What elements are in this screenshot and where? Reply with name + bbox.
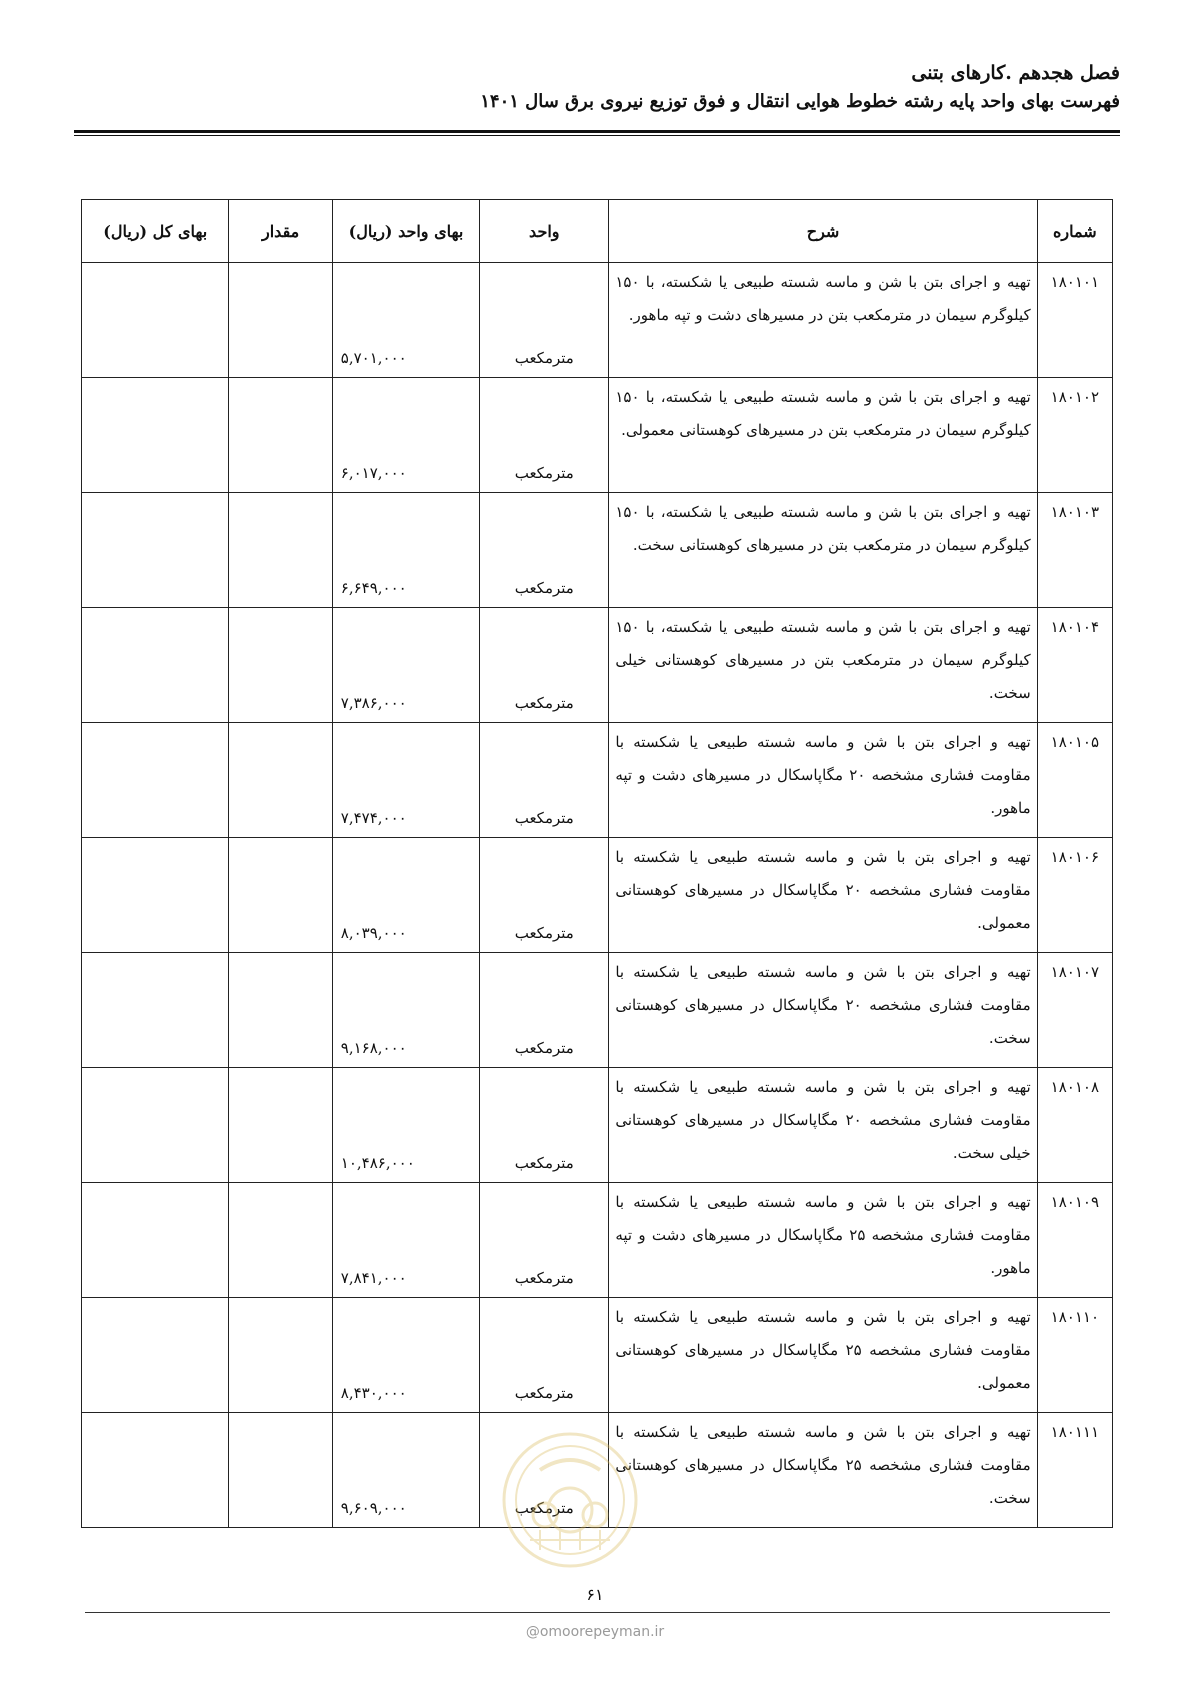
footer-rule xyxy=(85,1612,1110,1613)
item-code-cell: ۱۸۰۱۱۱ xyxy=(1037,1413,1112,1528)
item-code-cell: ۱۸۰۱۰۵ xyxy=(1037,723,1112,838)
item-total-price-cell xyxy=(82,493,229,608)
table-row xyxy=(82,953,1113,1068)
item-quantity-cell xyxy=(229,608,332,723)
table-header-row xyxy=(82,200,1113,263)
table-row xyxy=(82,378,1113,493)
item-code-cell: ۱۸۰۱۰۴ xyxy=(1037,608,1112,723)
item-quantity-cell xyxy=(229,1298,332,1413)
item-code-cell: ۱۸۰۱۰۶ xyxy=(1037,838,1112,953)
column-header-code: شماره xyxy=(1037,200,1112,263)
item-unit-price-cell: ۱۰,۴۸۶,۰۰۰ xyxy=(332,1068,479,1183)
item-unit-cell: مترمکعب xyxy=(480,378,609,493)
table-row xyxy=(82,1298,1113,1413)
column-header-description: شرح xyxy=(609,200,1037,263)
table-body xyxy=(82,263,1113,1528)
item-description-cell: تهیه و اجرای بتن با شن و ماسه شسته طبیعی یا شکسته با مقاومت فشاری مشخصه ۲۵ مگاپاسکال در مسیرهای کوهستانی سخت. xyxy=(609,1413,1037,1528)
item-unit-price-cell: ۸,۴۳۰,۰۰۰ xyxy=(332,1298,479,1413)
item-total-price-cell xyxy=(82,1413,229,1528)
table-row xyxy=(82,1183,1113,1298)
item-total-price-cell xyxy=(82,608,229,723)
site-watermark: @omoorepeyman.ir xyxy=(525,1624,665,1640)
item-quantity-cell xyxy=(229,493,332,608)
table-row xyxy=(82,1068,1113,1183)
item-description-cell: تهیه و اجرای بتن با شن و ماسه شسته طبیعی یا شکسته با مقاومت فشاری مشخصه ۲۰ مگاپاسکال در مسیرهای دشت و تپه ماهور. xyxy=(609,723,1037,838)
item-description-cell: تهیه و اجرای بتن با شن و ماسه شسته طبیعی یا شکسته با مقاومت فشاری مشخصه ۲۵ مگاپاسکال در مسیرهای دشت و تپه ماهور. xyxy=(609,1183,1037,1298)
item-description-cell: تهیه و اجرای بتن با شن و ماسه شسته طبیعی یا شکسته، با ۱۵۰ کیلوگرم سیمان در مترمکعب بتن در مسیرهای کوهستانی سخت. xyxy=(609,493,1037,608)
item-total-price-cell xyxy=(82,953,229,1068)
item-unit-price-cell: ۶,۰۱۷,۰۰۰ xyxy=(332,378,479,493)
header-rule-thin xyxy=(74,135,1120,136)
item-unit-price-cell: ۵,۷۰۱,۰۰۰ xyxy=(332,263,479,378)
item-unit-price-cell: ۶,۶۴۹,۰۰۰ xyxy=(332,493,479,608)
item-total-price-cell xyxy=(82,723,229,838)
item-unit-price-cell: ۷,۳۸۶,۰۰۰ xyxy=(332,608,479,723)
item-unit-price-cell: ۹,۶۰۹,۰۰۰ xyxy=(332,1413,479,1528)
table-row xyxy=(82,723,1113,838)
table-row xyxy=(82,1413,1113,1528)
item-unit-cell: مترمکعب xyxy=(480,263,609,378)
chapter-title: فصل هجدهم .کارهای بتنی xyxy=(911,62,1120,84)
column-header-total-price: بهای کل (ریال) xyxy=(82,200,229,263)
item-unit-price-cell: ۷,۸۴۱,۰۰۰ xyxy=(332,1183,479,1298)
item-description-cell: تهیه و اجرای بتن با شن و ماسه شسته طبیعی یا شکسته، با ۱۵۰ کیلوگرم سیمان در مترمکعب بتن در مسیرهای دشت و تپه ماهور. xyxy=(609,263,1037,378)
item-code-cell: ۱۸۰۱۰۲ xyxy=(1037,378,1112,493)
table-row xyxy=(82,493,1113,608)
item-total-price-cell xyxy=(82,1183,229,1298)
item-code-cell: ۱۸۰۱۰۸ xyxy=(1037,1068,1112,1183)
item-unit-cell: مترمکعب xyxy=(480,1298,609,1413)
header-rule-thick xyxy=(74,130,1120,133)
item-quantity-cell xyxy=(229,378,332,493)
item-description-cell: تهیه و اجرای بتن با شن و ماسه شسته طبیعی یا شکسته با مقاومت فشاری مشخصه ۲۵ مگاپاسکال در مسیرهای کوهستانی معمولی. xyxy=(609,1298,1037,1413)
item-total-price-cell xyxy=(82,838,229,953)
item-code-cell: ۱۸۰۱۰۷ xyxy=(1037,953,1112,1068)
item-quantity-cell xyxy=(229,1413,332,1528)
column-header-unit: واحد xyxy=(480,200,609,263)
item-code-cell: ۱۸۰۱۰۹ xyxy=(1037,1183,1112,1298)
column-header-quantity: مقدار xyxy=(229,200,332,263)
item-description-cell: تهیه و اجرای بتن با شن و ماسه شسته طبیعی یا شکسته با مقاومت فشاری مشخصه ۲۰ مگاپاسکال در مسیرهای کوهستانی معمولی. xyxy=(609,838,1037,953)
table-row xyxy=(82,608,1113,723)
item-unit-cell: مترمکعب xyxy=(480,493,609,608)
item-unit-price-cell: ۹,۱۶۸,۰۰۰ xyxy=(332,953,479,1068)
item-quantity-cell xyxy=(229,953,332,1068)
item-unit-cell: مترمکعب xyxy=(480,723,609,838)
item-unit-cell: مترمکعب xyxy=(480,608,609,723)
item-description-cell: تهیه و اجرای بتن با شن و ماسه شسته طبیعی یا شکسته، با ۱۵۰ کیلوگرم سیمان در مترمکعب بتن در مسیرهای کوهستانی خیلی سخت. xyxy=(609,608,1037,723)
item-unit-cell: مترمکعب xyxy=(480,1068,609,1183)
item-unit-cell: مترمکعب xyxy=(480,1413,609,1528)
item-unit-cell: مترمکعب xyxy=(480,1183,609,1298)
item-code-cell: ۱۸۰۱۰۳ xyxy=(1037,493,1112,608)
page-number: ۶۱ xyxy=(586,1585,604,1604)
item-description-cell: تهیه و اجرای بتن با شن و ماسه شسته طبیعی یا شکسته، با ۱۵۰ کیلوگرم سیمان در مترمکعب بتن در مسیرهای کوهستانی معمولی. xyxy=(609,378,1037,493)
price-list-table xyxy=(81,199,1113,1528)
item-quantity-cell xyxy=(229,263,332,378)
item-total-price-cell xyxy=(82,1298,229,1413)
item-total-price-cell xyxy=(82,378,229,493)
column-header-unit-price: بهای واحد (ریال) xyxy=(332,200,479,263)
item-unit-cell: مترمکعب xyxy=(480,838,609,953)
item-unit-price-cell: ۸,۰۳۹,۰۰۰ xyxy=(332,838,479,953)
item-description-cell: تهیه و اجرای بتن با شن و ماسه شسته طبیعی یا شکسته با مقاومت فشاری مشخصه ۲۰ مگاپاسکال در مسیرهای کوهستانی سخت. xyxy=(609,953,1037,1068)
item-total-price-cell xyxy=(82,263,229,378)
item-unit-cell: مترمکعب xyxy=(480,953,609,1068)
item-code-cell: ۱۸۰۱۱۰ xyxy=(1037,1298,1112,1413)
item-quantity-cell xyxy=(229,1068,332,1183)
item-description-cell: تهیه و اجرای بتن با شن و ماسه شسته طبیعی یا شکسته با مقاومت فشاری مشخصه ۲۰ مگاپاسکال در مسیرهای کوهستانی خیلی سخت. xyxy=(609,1068,1037,1183)
document-subtitle: فهرست بهای واحد پایه رشته خطوط هوایی انتقال و فوق توزیع نیروی برق سال ۱۴۰۱ xyxy=(480,91,1120,112)
table-row xyxy=(82,263,1113,378)
table-row xyxy=(82,838,1113,953)
item-unit-price-cell: ۷,۴۷۴,۰۰۰ xyxy=(332,723,479,838)
item-code-cell: ۱۸۰۱۰۱ xyxy=(1037,263,1112,378)
item-quantity-cell xyxy=(229,1183,332,1298)
page-header xyxy=(70,58,1120,116)
item-quantity-cell xyxy=(229,723,332,838)
item-total-price-cell xyxy=(82,1068,229,1183)
item-quantity-cell xyxy=(229,838,332,953)
